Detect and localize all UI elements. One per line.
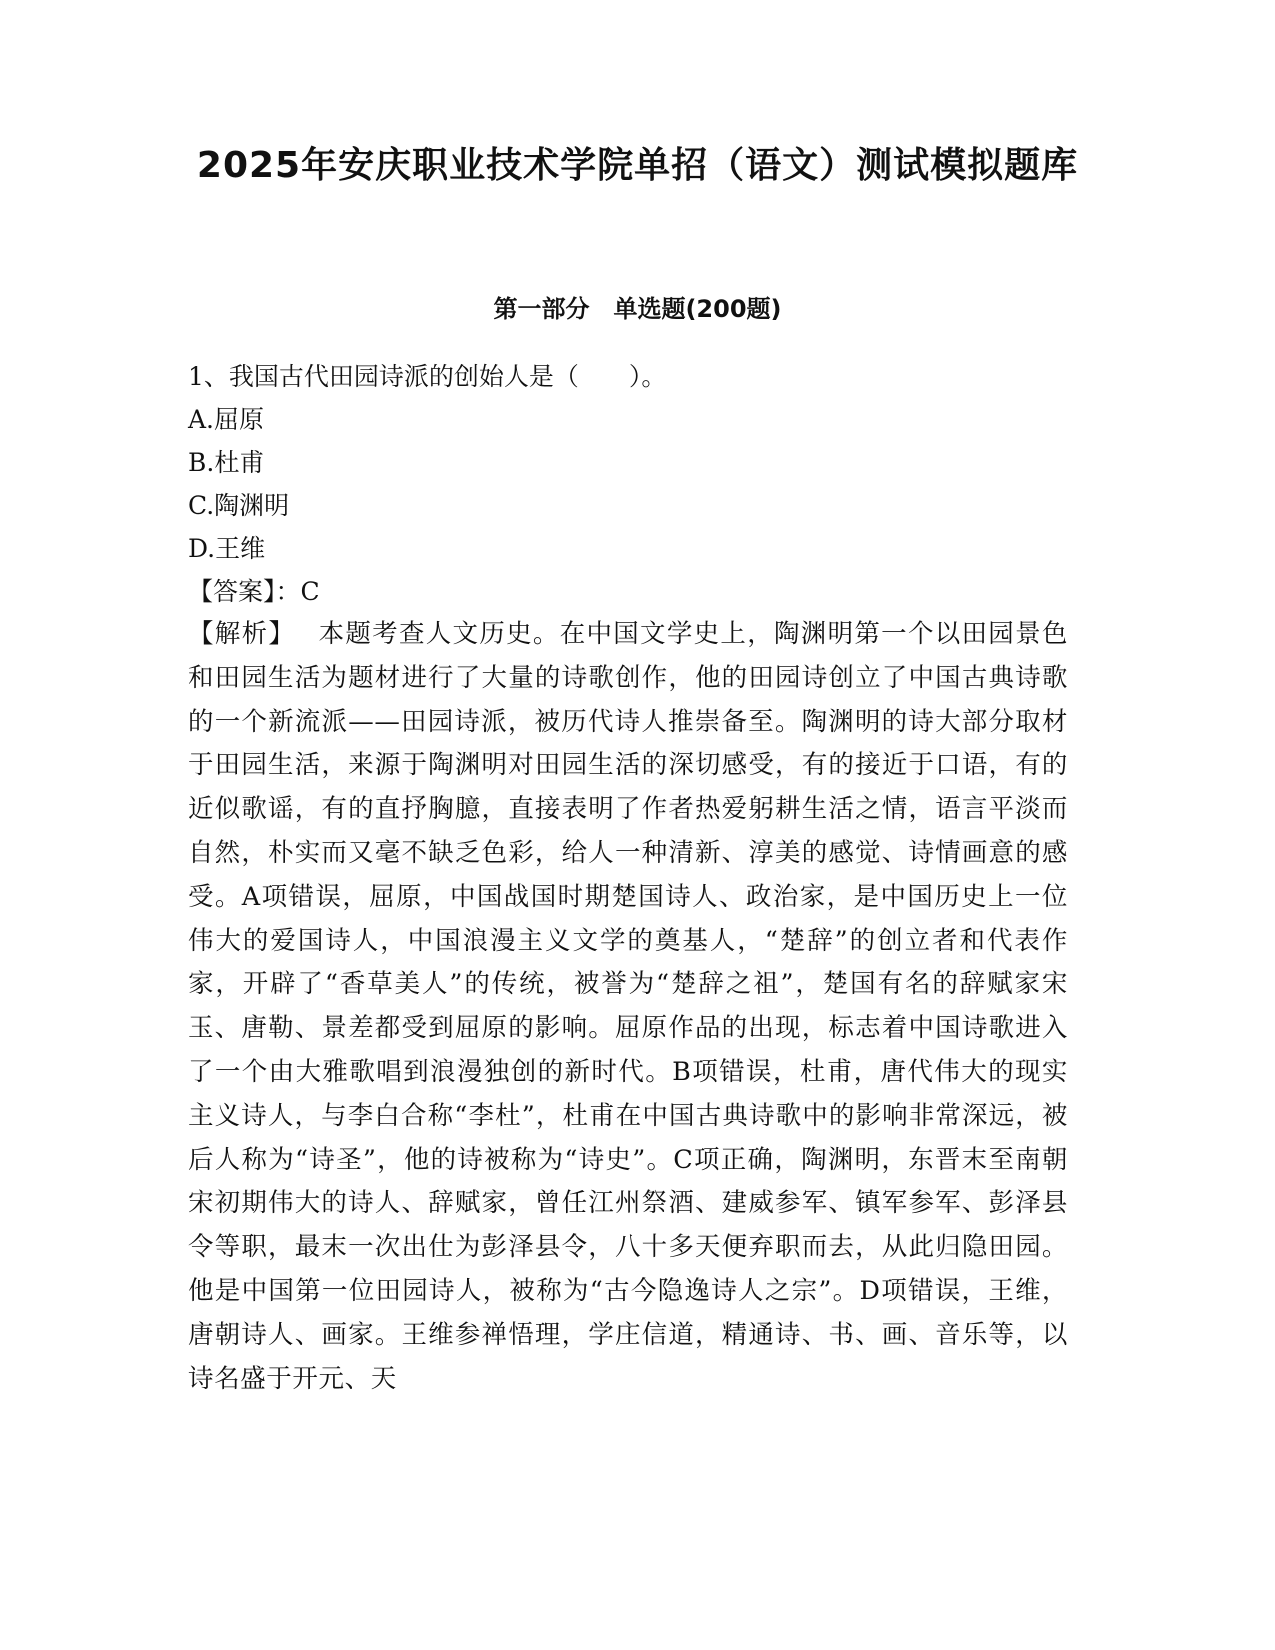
option-d: D.王维 <box>188 534 266 563</box>
option-c: C.陶渊明 <box>188 491 290 520</box>
explanation-paragraph <box>188 613 1068 1401</box>
section-title: 第一部分 单选题(200题) <box>493 295 782 323</box>
option-a: A.屈原 <box>188 405 265 434</box>
explanation-label: 【解析】 <box>188 619 283 649</box>
question-block <box>188 355 1068 1401</box>
question-stem: 1、我国古代田园诗派的创始人是（ ）。 <box>188 362 667 391</box>
document-title: 2025年安庆职业技术学院单招（语文）测试模拟题库 <box>196 145 1079 186</box>
explanation-text: 本题考查人文历史。在中国文学史上，陶渊明第一个以田园景色和田园生活为题材进行了大量的诗歌创作，他的田园诗创立了中国古典诗歌的一个新流派——田园诗派，被历代诗人推崇备至。陶渊明的诗大部分取材于田园生活，来源于陶渊明对田园生活的深切感受，有的接近于口语，有的近似歌谣，有的直抒胸臆，直接表明了作者热爱躬耕生活之情，语言平淡而自然，朴实而又毫不缺乏色彩，给人一种清新、淳美的感觉、诗情画意的感受。A项错误，屈原，中国战国时期楚国诗人、政治家，是中国历史上一位伟大的爱国诗人，中国浪漫主义文学的奠基人，“楚辞”的创立者和代表作家，开辟了“香草美人”的传统，被誉为“楚辞之祖”，楚国有名的辞赋家宋玉、唐勒、景差都受到屈原的影响。屈原作品的出现，标志着中国诗歌进入了一个由大雅歌唱到浪漫独创的新时代。B项错误，杜甫，唐代伟大的现实主义诗人，与李白合称“李杜”，杜甫在中国古典诗歌中的影响非常深远，被后人称为“诗圣”，他的诗被称为“诗史”。C项正确，陶渊明，东晋末至南朝宋初期伟大的诗人、辞赋家，曾任江州祭酒、建威参军、镇军参军、彭泽县令等职，最末一次出仕为彭泽县令，八十多天便弃职而去，从此归隐田园。他是中国第一位田园诗人，被称为“古今隐逸诗人之宗”。D项错误，王维，唐朝诗人、画家。王维参禅悟理，学庄信道，精通诗、书、画、音乐等，以诗名盛于开元、天 <box>188 619 1068 1394</box>
answer-line <box>188 570 1068 613</box>
answer-label: 【答案】： <box>188 577 301 606</box>
option-b: B.杜甫 <box>188 448 265 477</box>
answer-value: C <box>300 577 320 606</box>
